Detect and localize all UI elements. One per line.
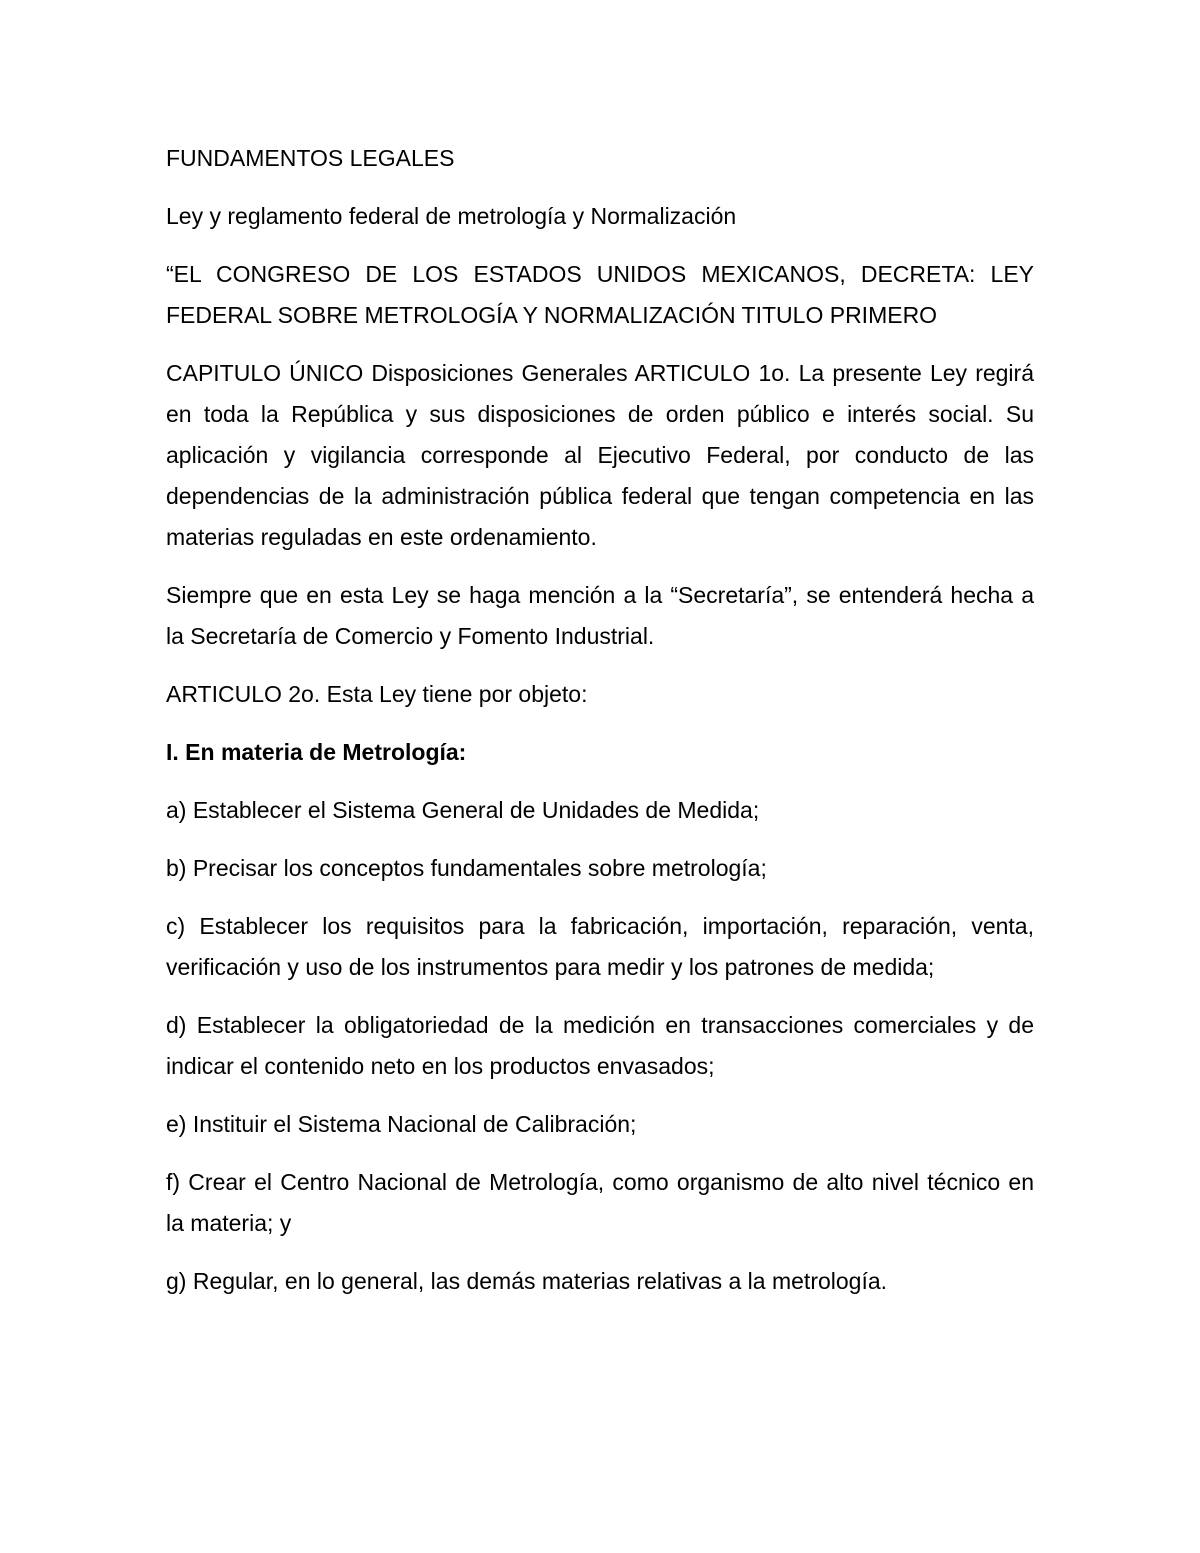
list-item-e: e) Instituir el Sistema Nacional de Calibración; — [166, 1111, 637, 1137]
list-item-b: b) Precisar los conceptos fundamentales sobre metrología; — [166, 855, 767, 881]
decree-paragraph: “EL CONGRESO DE LOS ESTADOS UNIDOS MEXICANOS, DECRETA: LEY FEDERAL SOBRE METROLOGÍA Y NORMALIZACIÓN TITULO PRIMERO — [166, 261, 1034, 328]
list-item-f: f) Crear el Centro Nacional de Metrología, como organismo de alto nivel técnico en la materia; y — [166, 1169, 1034, 1236]
document-subtitle: Ley y reglamento federal de metrología y Normalización — [166, 203, 737, 229]
article-1-paragraph: CAPITULO ÚNICO Disposiciones Generales ARTICULO 1o. La presente Ley regirá en toda la República y sus disposiciones de orden público e interés social. Su aplicación y vigilancia corresponde al Ejecutivo Federal, por conducto de las dependencias de la administración pública federal que tengan competencia en las materias reguladas en este ordenamiento. — [166, 360, 1034, 550]
document-heading: FUNDAMENTOS LEGALES — [166, 145, 455, 171]
list-item-c: c) Establecer los requisitos para la fabricación, importación, reparación, venta, verificación y uso de los instrumentos para medir y los patrones de medida; — [166, 913, 1034, 980]
secretaria-paragraph: Siempre que en esta Ley se haga mención a la “Secretaría”, se entenderá hecha a la Secretaría de Comercio y Fomento Industrial. — [166, 582, 1034, 649]
article-2-paragraph: ARTICULO 2o. Esta Ley tiene por objeto: — [166, 681, 588, 707]
list-item-a: a) Establecer el Sistema General de Unidades de Medida; — [166, 797, 760, 823]
section-heading-metrologia: I. En materia de Metrología: — [166, 739, 467, 765]
list-item-g: g) Regular, en lo general, las demás materias relativas a la metrología. — [166, 1268, 888, 1294]
list-item-d: d) Establecer la obligatoriedad de la medición en transacciones comerciales y de indicar el contenido neto en los productos envasados; — [166, 1012, 1034, 1079]
document-page — [166, 138, 1034, 1319]
